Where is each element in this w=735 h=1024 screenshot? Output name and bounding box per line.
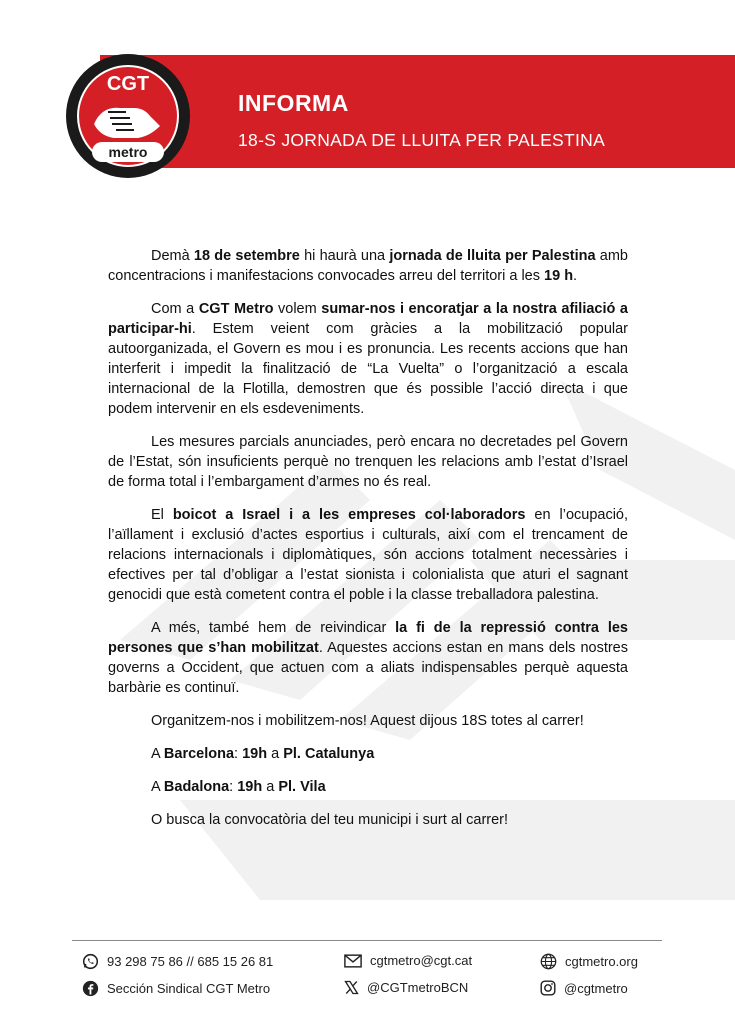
facebook-icon [82, 980, 99, 997]
whatsapp-icon [82, 953, 99, 970]
x-icon [344, 980, 359, 995]
paragraph-badalona: A Badalona: 19h a Pl. Vila [151, 779, 326, 795]
email-link[interactable]: cgtmetro@cgt.cat [370, 953, 473, 968]
facebook-link[interactable]: Sección Sindical CGT Metro [107, 981, 271, 996]
paragraph-closing: O busca la convocatòria del teu municipi i surt al carrer! [151, 812, 509, 828]
twitter-link[interactable]: @CGTmetroBCN [367, 980, 469, 995]
paragraph-1: Demà 18 de setembre hi haurà una jornada de lluita per Palestina amb concentracions i manifestacions convocades arreu del territori a les 19 h. [108, 248, 628, 284]
footer-twitter [344, 980, 468, 995]
footer-phones [82, 953, 273, 970]
article-body [108, 246, 628, 843]
header-band [100, 55, 735, 168]
logo-text-bottom: metro [108, 144, 148, 160]
phone-numbers[interactable]: 93 298 75 86 // 685 15 26 81 [107, 954, 274, 969]
paragraph-6: Organitzem-nos i mobilitzem-nos! Aquest dijous 18S totes al carrer! [151, 713, 584, 729]
footer-instagram [540, 980, 628, 996]
instagram-icon [540, 980, 556, 996]
paragraph-5: A més, també hem de reivindicar la fi de la repressió contra les persones que s’han mobilitzat. Aquestes accions estan en mans dels nostres governs a Occident, que actuen com a aliats indispensables perquè aquesta barbàrie es continuï. [108, 620, 629, 696]
logo-text-top: CGT [106, 73, 150, 95]
paragraph-2: Com a CGT Metro volem sumar-nos i encoratjar a la nostra afiliació a participar-hi. Estem veient com gràcies a la mobilització popular autoorganizada, el Govern es mou i es pronuncia. Les recents accions que han interferit i impedit la finalització de “La Vuelta” o l’organització a escala internacional de la Flotilla, demostren que és possible l’acció directa i que podem intervenir en els esdeveniments. [108, 301, 628, 417]
paragraph-3: Les mesures parcials anunciades, però encara no decretades pel Govern de l’Estat, són insuficients perquè no trenquen les relacions amb l’estat d’Israel de forma total i l’embargament d’armes no és real. [108, 434, 628, 490]
footer-web [540, 953, 638, 970]
page-title: INFORMA [238, 90, 349, 116]
footer-divider [72, 940, 662, 941]
paragraph-barcelona: A Barcelona: 19h a Pl. Catalunya [151, 746, 375, 762]
cgt-metro-logo [64, 52, 192, 180]
globe-icon [540, 953, 557, 970]
email-icon [344, 954, 362, 968]
instagram-link[interactable]: @cgtmetro [564, 980, 628, 996]
footer-facebook [82, 980, 270, 997]
paragraph-4: El boicot a Israel i a les empreses col·laboradors en l’ocupació, l’aïllament i exclusió d’actes esportius i culturals, així com el trencament de relacions internacionals i diplomàtiques, són accions totalment necessàries i efectives per tal d’obligar a l’estat sionista i colonialista que aturi el sagnant genocidi que està cometent contra el poble i la classe treballadora palestina. [108, 507, 629, 603]
footer-email [344, 953, 472, 968]
website-link[interactable]: cgtmetro.org [565, 954, 638, 969]
page-subtitle: 18-S JORNADA DE LLUITA PER PALESTINA [238, 130, 606, 150]
